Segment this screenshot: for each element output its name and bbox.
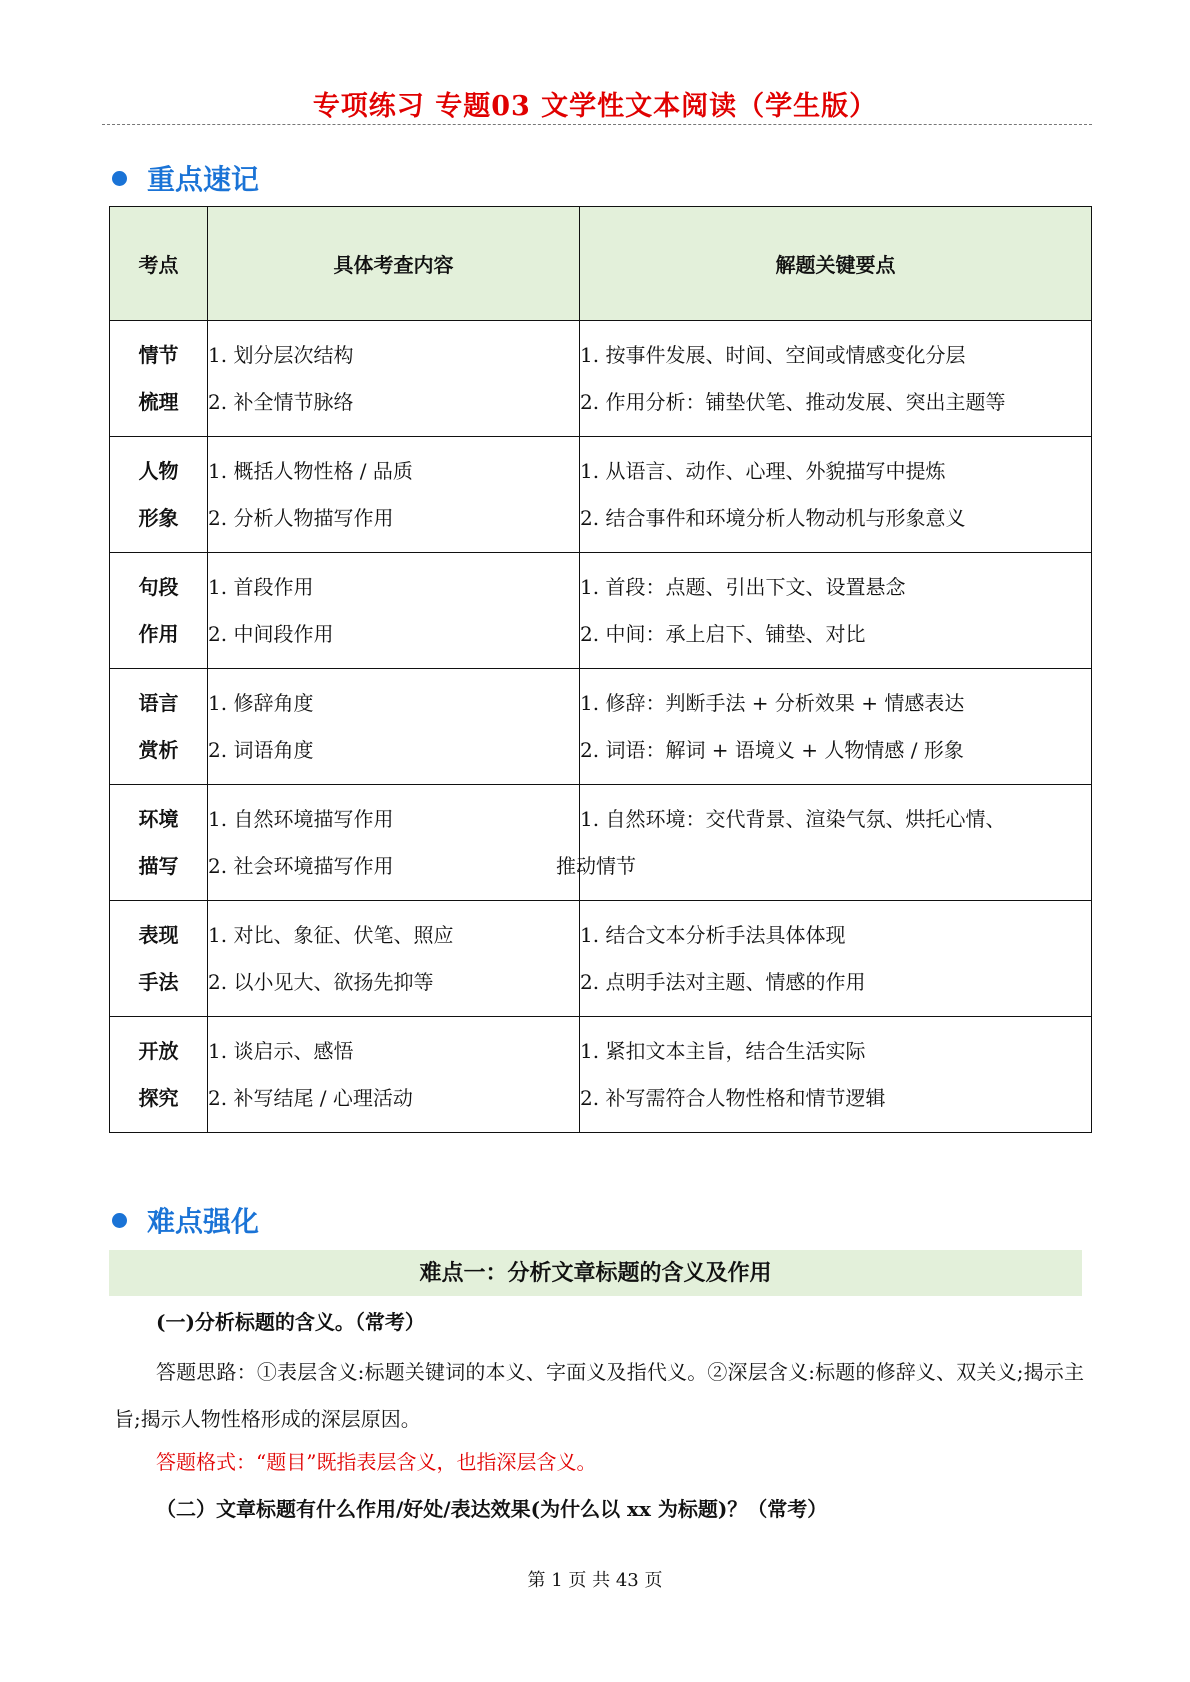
kaodian-cell: 开放 探究 bbox=[110, 1017, 208, 1133]
content-cell: 1. 首段作用 2. 中间段作用 bbox=[208, 553, 580, 669]
header-content: 具体考查内容 bbox=[208, 207, 580, 321]
content-cell: 1. 自然环境描写作用 2. 社会环境描写作用 bbox=[208, 785, 580, 901]
bullet-dot-icon bbox=[112, 1213, 127, 1228]
section-heading-key-points bbox=[112, 158, 259, 198]
header-kaodian: 考点 bbox=[110, 207, 208, 321]
kaodian-cell: 表现 手法 bbox=[110, 901, 208, 1017]
table-row bbox=[110, 669, 1092, 785]
section-label: 难点强化 bbox=[147, 1205, 260, 1238]
header-keys: 解题关键要点 bbox=[580, 207, 1092, 321]
kaodian-cell: 句段 作用 bbox=[110, 553, 208, 669]
table-row bbox=[110, 553, 1092, 669]
kaodian-cell: 人物 形象 bbox=[110, 437, 208, 553]
keys-cell: 1. 修辞：判断手法 + 分析效果 + 情感表达 2. 词语：解词 + 语境义 + 人物情感 / 形象 bbox=[580, 669, 1092, 785]
table-row bbox=[110, 785, 1092, 901]
keys-cell: 1. 从语言、动作、心理、外貌描写中提炼 2. 结合事件和环境分析人物动机与形象意义 bbox=[580, 437, 1092, 553]
table-row bbox=[110, 321, 1092, 437]
section-label: 重点速记 bbox=[147, 163, 260, 196]
page-title: 专项练习 专题03 文学性文本阅读（学生版） bbox=[312, 91, 878, 122]
table-row bbox=[110, 437, 1092, 553]
table-row bbox=[110, 901, 1092, 1017]
kaodian-cell: 情节 梳理 bbox=[110, 321, 208, 437]
table-header-row bbox=[110, 207, 1092, 321]
answer-approach-paragraph: 答题思路：①表层含义:标题关键词的本义、字面义及指代义。②深层含义:标题的修辞义、双关义;揭示主旨;揭示人物性格形成的深层原因。 bbox=[114, 1360, 1084, 1431]
content-cell: 1. 对比、象征、伏笔、照应 2. 以小见大、欲扬先抑等 bbox=[208, 901, 580, 1017]
kaodian-cell: 语言 赏析 bbox=[110, 669, 208, 785]
kaodian-cell: 环境 描写 bbox=[110, 785, 208, 901]
content-cell: 1. 划分层次结构 2. 补全情节脉络 bbox=[208, 321, 580, 437]
subheading-title-meaning: (一)分析标题的含义。（常考） bbox=[156, 1310, 425, 1334]
keys-cell: 1. 紧扣文本主旨，结合生活实际 2. 补写需符合人物性格和情节逻辑 bbox=[580, 1017, 1092, 1133]
keys-cell: 1. 按事件发展、时间、空间或情感变化分层 2. 作用分析：铺垫伏笔、推动发展、突出主题等 bbox=[580, 321, 1092, 437]
key-points-table bbox=[109, 206, 1092, 1133]
content-cell: 1. 谈启示、感悟 2. 补写结尾 / 心理活动 bbox=[208, 1017, 580, 1133]
section-heading-difficulties bbox=[112, 1200, 259, 1240]
page-number-footer: 第 1 页 共 43 页 bbox=[527, 1570, 663, 1591]
difficulty-band-title: 难点一：分析文章标题的含义及作用 bbox=[109, 1250, 1082, 1296]
keys-cell: 1. 结合文本分析手法具体体现 2. 点明手法对主题、情感的作用 bbox=[580, 901, 1092, 1017]
keys-cell: 1. 自然环境：交代背景、渲染气氛、烘托心情、 推动情节 bbox=[580, 785, 1092, 901]
answer-format-line: 答题格式：“题目”既指表层含义，也指深层含义。 bbox=[156, 1450, 597, 1474]
content-cell: 1. 修辞角度 2. 词语角度 bbox=[208, 669, 580, 785]
content-cell: 1. 概括人物性格 / 品质 2. 分析人物描写作用 bbox=[208, 437, 580, 553]
keys-cell: 1. 首段：点题、引出下文、设置悬念 2. 中间：承上启下、铺垫、对比 bbox=[580, 553, 1092, 669]
subheading-title-function: （二）文章标题有什么作用/好处/表达效果(为什么以 xx 为标题)？（常考） bbox=[156, 1497, 828, 1521]
bullet-dot-icon bbox=[112, 171, 127, 186]
table-row bbox=[110, 1017, 1092, 1133]
title-divider bbox=[102, 124, 1092, 125]
